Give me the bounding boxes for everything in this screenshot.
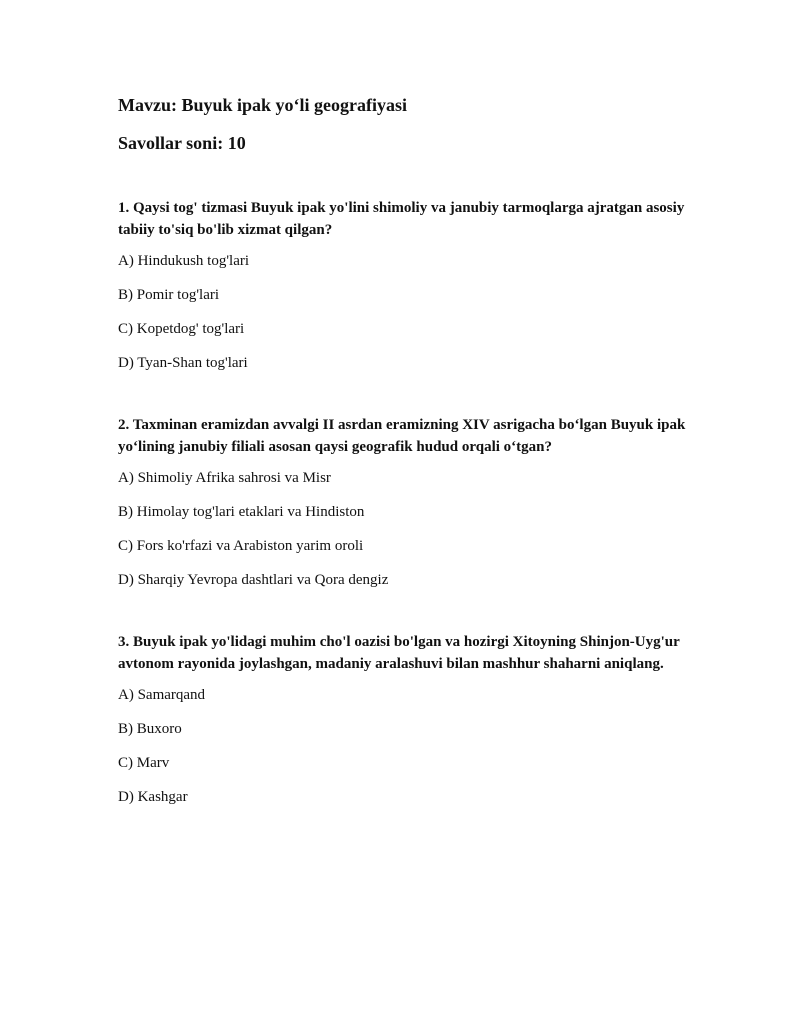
question-text: 2. Taxminan eramizdan avvalgi II asrdan eramizning XIV asrigacha bo‘lgan Buyuk ipak yo‘lining janubiy filiali asosan qaysi geografik hudud orqali o‘tgan? — [118, 417, 686, 455]
question-count: Savollar soni: 10 — [118, 133, 246, 153]
option-b: B) Pomir tog'lari — [118, 287, 220, 303]
option-d: D) Kashgar — [118, 789, 188, 805]
option-a: A) Hindukush tog'lari — [118, 253, 250, 269]
question-text: 1. Qaysi tog' tizmasi Buyuk ipak yo'lini shimoliy va janubiy tarmoqlarga ajratgan asosiy tabiiy to'siq bo'lib xizmat qilgan? — [118, 200, 685, 238]
topic-heading: Mavzu: Buyuk ipak yo‘li geografiyasi — [118, 95, 408, 115]
option-c: C) Kopetdog' tog'lari — [118, 321, 245, 337]
option-c: C) Fors ko'rfazi va Arabiston yarim oroli — [118, 538, 364, 554]
options-list — [118, 250, 698, 374]
option-b: B) Buxoro — [118, 721, 182, 737]
option-d: D) Tyan-Shan tog'lari — [118, 355, 248, 371]
option-a: A) Shimoliy Afrika sahrosi va Misr — [118, 470, 331, 486]
option-a: A) Samarqand — [118, 687, 206, 703]
question-1 — [118, 197, 698, 374]
document-content — [118, 92, 698, 820]
question-2 — [118, 414, 698, 591]
options-list — [118, 684, 698, 808]
question-text: 3. Buyuk ipak yo'lidagi muhim cho'l oazisi bo'lgan va hozirgi Xitoyning Shinjon-Uyg'ur avtonom rayonida joylashgan, madaniy aralashuvi bilan mashhur shaharni aniqlang. — [118, 634, 680, 672]
option-c: C) Marv — [118, 755, 170, 771]
options-list — [118, 467, 698, 591]
option-d: D) Sharqiy Yevropa dashtlari va Qora dengiz — [118, 572, 389, 588]
option-b: B) Himolay tog'lari etaklari va Hindiston — [118, 504, 365, 520]
question-3 — [118, 631, 698, 808]
